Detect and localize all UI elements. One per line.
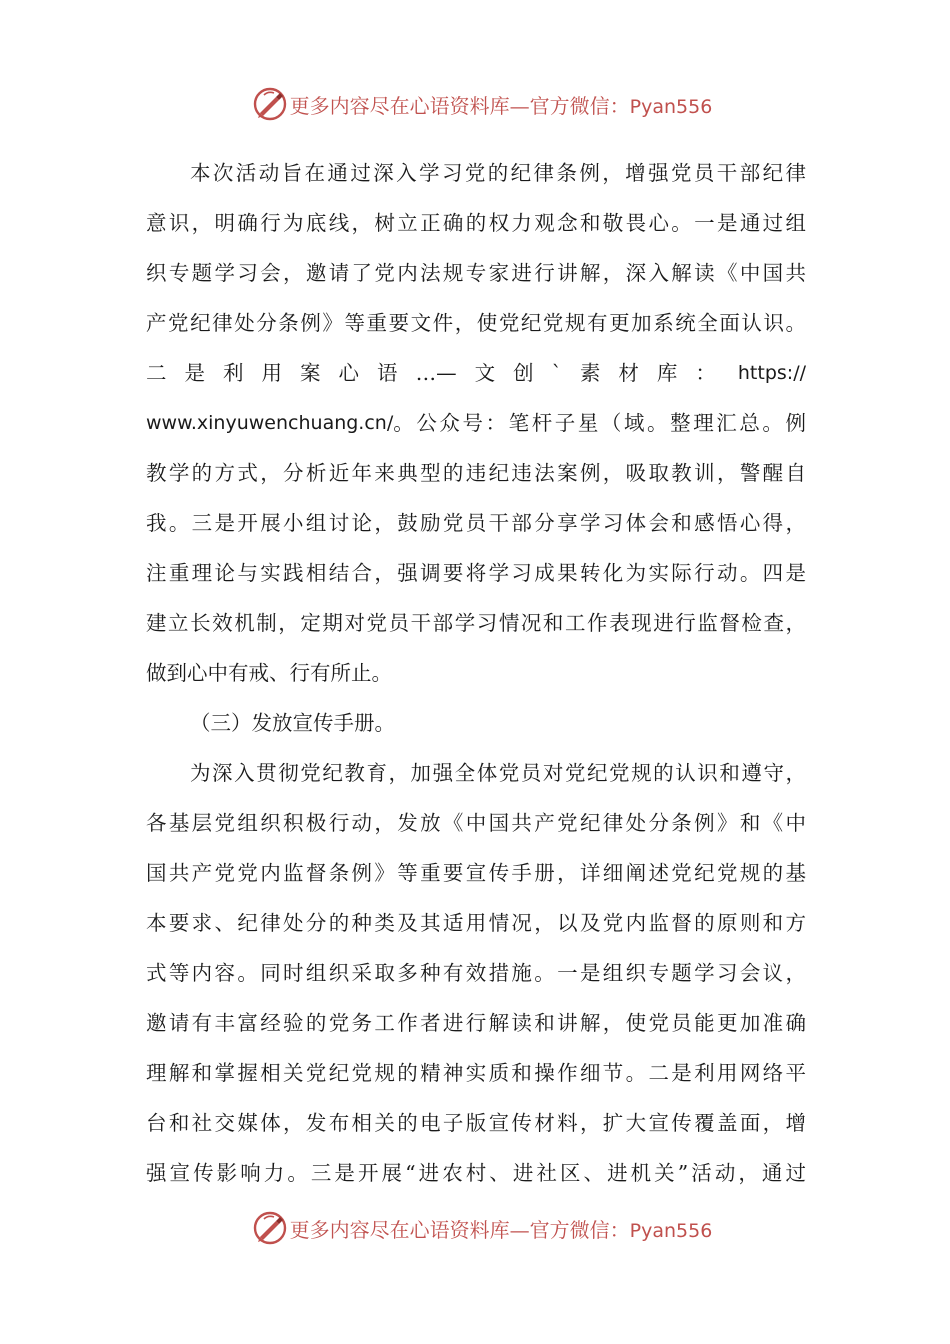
paragraph-1-line-5 <box>146 348 806 398</box>
paragraph-1-line-8: 我。三是开展小组讨论，鼓励党员干部分享学习体会和感悟心得， <box>146 511 806 535</box>
footer-watermark-label: 更多内容尽在心语资料库—官方微信： <box>289 1217 630 1242</box>
section-heading-3: （三）发放宣传手册。 <box>190 711 395 735</box>
paragraph-2-line-4: 本要求、纪律处分的种类及其适用情况，以及党内监督的原则和方 <box>146 911 806 935</box>
header-watermark-label: 更多内容尽在心语资料库—官方微信： <box>289 93 630 118</box>
footer-watermark-text <box>290 1214 713 1243</box>
paragraph-1-line-3: 织专题学习会，邀请了党内法规专家进行讲解，深入解读《中国共 <box>146 261 806 285</box>
paragraph-2-line-2: 各基层党组织积极行动，发放《中国共产党纪律处分条例》和《中 <box>146 811 806 835</box>
paragraph-1-line-11: 做到心中有戒、行有所止。 <box>146 661 392 685</box>
header-watermark-text <box>290 90 713 119</box>
paragraph-2-line-8: 台和社交媒体，发布相关的电子版宣传材料，扩大宣传覆盖面，增 <box>146 1111 806 1135</box>
paragraph-1-line-2: 意识，明确行为底线，树立正确的权力观念和敬畏心。一是通过组 <box>146 211 806 235</box>
footer-wechat-id: Pyan556 <box>629 1219 713 1242</box>
pen-logo-icon <box>252 1210 288 1246</box>
paragraph-2-line-3: 国共产党党内监督条例》等重要宣传手册，详细阐述党纪党规的基 <box>146 861 806 885</box>
paragraph-2-line-1: 为深入贯彻党纪教育，加强全体党员对党纪党规的认识和遵守， <box>190 761 806 785</box>
header-watermark-banner <box>0 82 950 126</box>
url-link-part2[interactable]: www.xinyuwenchuang.cn/ <box>146 412 394 434</box>
paragraph-2-line-6: 邀请有丰富经验的党务工作者进行解读和讲解，使党员能更加准确 <box>146 1011 806 1035</box>
paragraph-1-line-6-text: 。公众号：笔杆子星（域。整理汇总。例 <box>393 411 806 435</box>
paragraph-2-line-9: 强宣传影响力。三是开展“进农村、进社区、进机关”活动，通过 <box>146 1161 806 1185</box>
document-body <box>146 148 806 1198</box>
header-wechat-id: Pyan556 <box>629 95 713 118</box>
paragraph-1-line-5-text: 二是利用案心语…—文创`素材库： <box>146 361 716 385</box>
paragraph-1-line-10: 建立长效机制，定期对党员干部学习情况和工作表现进行监督检查， <box>146 611 806 635</box>
paragraph-1-line-6 <box>146 398 806 448</box>
url-link-part1[interactable]: https:// <box>737 362 806 384</box>
paragraph-1-line-9: 注重理论与实践相结合，强调要将学习成果转化为实际行动。四是 <box>146 561 806 585</box>
paragraph-2-line-5: 式等内容。同时组织采取多种有效措施。一是组织专题学习会议， <box>146 961 806 985</box>
paragraph-1-line-7: 教学的方式，分析近年来典型的违纪违法案例，吸取教训，警醒自 <box>146 461 806 485</box>
paragraph-1-line-4: 产党纪律处分条例》等重要文件，使党纪党规有更加系统全面认识。 <box>146 311 806 335</box>
pen-logo-icon <box>252 86 288 122</box>
paragraph-1-line-1: 本次活动旨在通过深入学习党的纪律条例，增强党员干部纪律 <box>190 161 806 185</box>
paragraph-2-line-7: 理解和掌握相关党纪党规的精神实质和操作细节。二是利用网络平 <box>146 1061 806 1085</box>
footer-watermark-banner <box>0 1206 950 1250</box>
